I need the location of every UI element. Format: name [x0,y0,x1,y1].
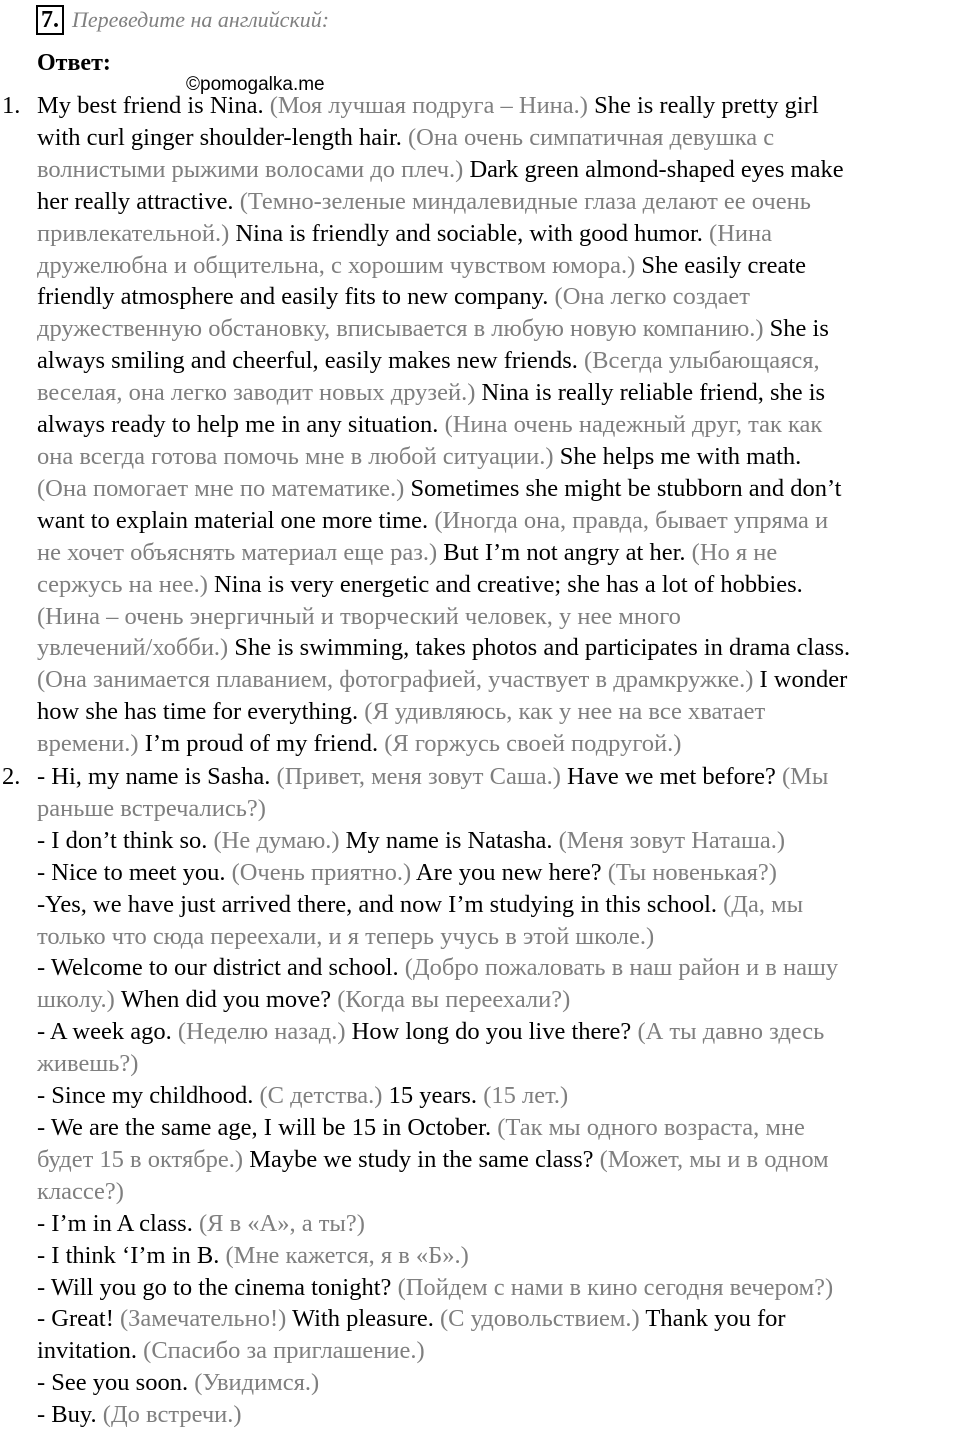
text-line [37,1367,960,1399]
english-sentence: Dark green almond-shaped eyes make [469,155,844,183]
text-line [37,728,960,760]
russian-translation: волнистыми рыжими волосами до плеч.) [37,155,464,183]
text-line [37,218,960,250]
russian-translation: (Я в «А», а ты?) [198,1209,365,1237]
english-sentence: 15 years. [388,1082,478,1110]
russian-translation: (Моя лучшая подруга – Нина.) [269,92,588,119]
text-line [37,505,960,537]
russian-translation: (Пойдем с нами в кино сегодня вечером?) [397,1273,834,1301]
text-line [37,889,960,921]
text-line [37,281,960,313]
russian-translation: (Она легко создает [554,283,750,311]
russian-translation: (С детства.) [259,1082,383,1110]
answer-label: Ответ: [37,50,111,76]
text-line [37,632,960,664]
russian-translation: (Меня зовут Наташа.) [558,826,786,854]
english-sentence: - Since my childhood. [37,1082,254,1110]
english-sentence: My best friend is Nina. [37,92,264,119]
russian-translation: (Нина [709,219,772,247]
text-line [37,90,960,122]
russian-translation: (Она занимается плаванием, фотографией, участвует в драмкружке.) [37,666,754,694]
text-line [37,313,960,345]
russian-translation: времени.) [37,730,139,758]
english-sentence: - See you soon. [37,1369,189,1397]
english-sentence: - Great! [37,1305,114,1333]
text-line [37,1080,960,1112]
english-sentence: She is swimming, takes photos and participates in drama class. [234,634,851,662]
english-sentence: always smiling and cheerful, easily makes new friends. [37,347,578,375]
watermark: ©pomogalka.me [186,74,325,95]
text-line [37,1272,960,1304]
english-sentence: How long do you live there? [351,1018,632,1046]
russian-translation: дружественную обстановку, вписывается в любую новую компанию.) [37,315,764,343]
russian-translation: (Когда вы переехали?) [337,986,571,1014]
russian-translation: (Так мы одного возраста, мне [497,1113,805,1141]
english-sentence: But I’m not angry at her. [443,538,686,566]
russian-translation: будет 15 в октябре.) [37,1145,244,1173]
russian-translation: (Увидимся.) [194,1369,320,1397]
english-sentence: Thank you for [645,1305,786,1333]
russian-translation: (Темно-зеленые миндалевидные глаза делают ее очень [239,187,811,215]
russian-translation: не хочет объяснять материал еще раз.) [37,538,438,566]
text-line [37,1048,960,1080]
answer-item-2 [2,761,960,1431]
text-line [37,186,960,218]
russian-translation: (Я удивляюсь, как у нее на все хватает [364,698,766,726]
russian-translation: только что сюда переехали, и я теперь учусь в этой школе.) [37,922,655,950]
english-sentence: - Welcome to our district and school. [37,954,399,982]
text-line [37,441,960,473]
english-sentence: When did you move? [120,986,332,1014]
text-line [37,1016,960,1048]
russian-translation: (Замечательно!) [119,1305,287,1333]
russian-translation: (С удовольствием.) [439,1305,640,1333]
english-sentence: how she has time for everything. [37,698,359,726]
english-sentence: - Nice to meet you. [37,858,226,886]
text-line [37,664,960,696]
russian-translation: сержусь на нее.) [37,570,208,598]
english-sentence: - Hi, my name is Sasha. [37,763,271,790]
english-sentence: She is really pretty girl [594,92,819,119]
english-sentence: her really attractive. [37,187,234,215]
russian-translation: (Ты новенькая?) [607,858,777,886]
english-sentence: Maybe we study in the same class? [249,1145,594,1173]
russian-translation: (А ты давно здесь [637,1018,825,1046]
english-sentence: Are you new here? [415,858,602,886]
english-sentence: She easily create [641,251,806,279]
russian-translation: (Привет, меня зовут Саша.) [276,763,561,790]
text-line [37,952,960,984]
task-instruction: Переведите на английский: [72,7,330,32]
text-line [37,1208,960,1240]
russian-translation: раньше встречались?) [37,794,266,822]
english-sentence: invitation. [37,1337,138,1365]
english-sentence: want to explain material one more time. [37,506,429,534]
text-line [37,793,960,825]
russian-translation: (Она очень симпатичная девушка с [408,123,775,151]
text-line [37,154,960,186]
text-line [37,409,960,441]
russian-translation: школу.) [37,986,115,1014]
russian-translation: (Она помогает мне по математике.) [37,474,405,502]
task-number: 7. [36,5,64,35]
english-sentence: - We are the same age, I will be 15 in October. [37,1113,492,1141]
text-line [37,921,960,953]
russian-translation: (Мы [781,763,829,790]
english-sentence: - I think ‘I’m in B. [37,1241,220,1269]
text-line [37,122,960,154]
item-number: 2. [2,763,21,790]
russian-translation: дружелюбна и общительна, с хорошим чувством юмора.) [37,251,636,279]
text-line [37,537,960,569]
text-line [37,761,960,793]
item-number: 1. [2,92,21,119]
english-sentence: I’m proud of my friend. [144,730,379,758]
text-line [37,1240,960,1272]
russian-translation: (Не думаю.) [213,826,340,854]
task-header [36,4,329,36]
text-line [37,1303,960,1335]
text-line [37,345,960,377]
english-sentence: - A week ago. [37,1018,172,1046]
russian-translation: (Но я не [691,538,778,566]
english-sentence: - Buy. [37,1401,97,1429]
russian-translation: живешь?) [37,1050,139,1078]
russian-translation: увлечений/хобби.) [37,634,229,662]
russian-translation: (Может, мы и в одном [599,1145,829,1173]
russian-translation: (Нина – очень энергичный и творческий человек, у нее много [37,602,681,630]
text-line [37,1144,960,1176]
text-line [37,825,960,857]
russian-translation: классе?) [37,1177,124,1205]
russian-translation: (Очень приятно.) [231,858,412,886]
russian-translation: веселая, она легко заводит новых друзей.) [37,379,476,407]
text-line [37,569,960,601]
russian-translation: (До встречи.) [102,1401,242,1429]
english-sentence: with curl ginger shoulder-length hair. [37,123,402,151]
english-sentence: - Will you go to the cinema tonight? [37,1273,392,1301]
english-sentence: Nina is friendly and sociable, with good humor. [235,219,703,247]
english-sentence: She helps me with math. [559,442,802,470]
english-sentence: Sometimes she might be stubborn and don’t [410,474,842,502]
english-sentence: I wonder [759,666,848,694]
text-line [37,473,960,505]
russian-translation: она всегда готова помочь мне в любой ситуации.) [37,442,554,470]
english-sentence: She is [769,315,829,343]
english-sentence: With pleasure. [291,1305,434,1333]
russian-translation: (Спасибо за приглашение.) [143,1337,425,1365]
text-line [37,1399,960,1431]
text-line [37,250,960,282]
text-line [37,857,960,889]
english-sentence: - I’m in A class. [37,1209,193,1237]
english-sentence: Nina is very energetic and creative; she has a lot of hobbies. [214,570,803,598]
text-line [37,696,960,728]
russian-translation: (Всегда улыбающаяся, [584,347,820,375]
russian-translation: (15 лет.) [483,1082,569,1110]
english-sentence: always ready to help me in any situation. [37,411,439,439]
english-sentence: My name is Natasha. [345,826,553,854]
english-sentence: Have we met before? [567,763,776,790]
text-line [37,1176,960,1208]
text-line [37,601,960,633]
russian-translation: (Да, мы [723,890,804,918]
english-sentence: - I don’t think so. [37,826,208,854]
text-line [37,1335,960,1367]
russian-translation: (Я горжусь своей подругой.) [384,730,682,758]
russian-translation: (Добро пожаловать в наш район и в нашу [404,954,839,982]
russian-translation: (Неделю назад.) [177,1018,346,1046]
russian-translation: привлекательной.) [37,219,230,247]
english-sentence: -Yes, we have just arrived there, and now I’m studying in this school. [37,890,717,918]
answer-item-1 [2,90,960,760]
text-line [37,984,960,1016]
text-line [37,1112,960,1144]
russian-translation: (Нина очень надежный друг, так как [444,411,823,439]
english-sentence: friendly atmosphere and easily fits to new company. [37,283,549,311]
english-sentence: Nina is really reliable friend, she is [481,379,826,407]
russian-translation: (Мне кажется, я в «Б».) [225,1241,469,1269]
text-line [37,377,960,409]
russian-translation: (Иногда она, правда, бывает упряма и [434,506,829,534]
